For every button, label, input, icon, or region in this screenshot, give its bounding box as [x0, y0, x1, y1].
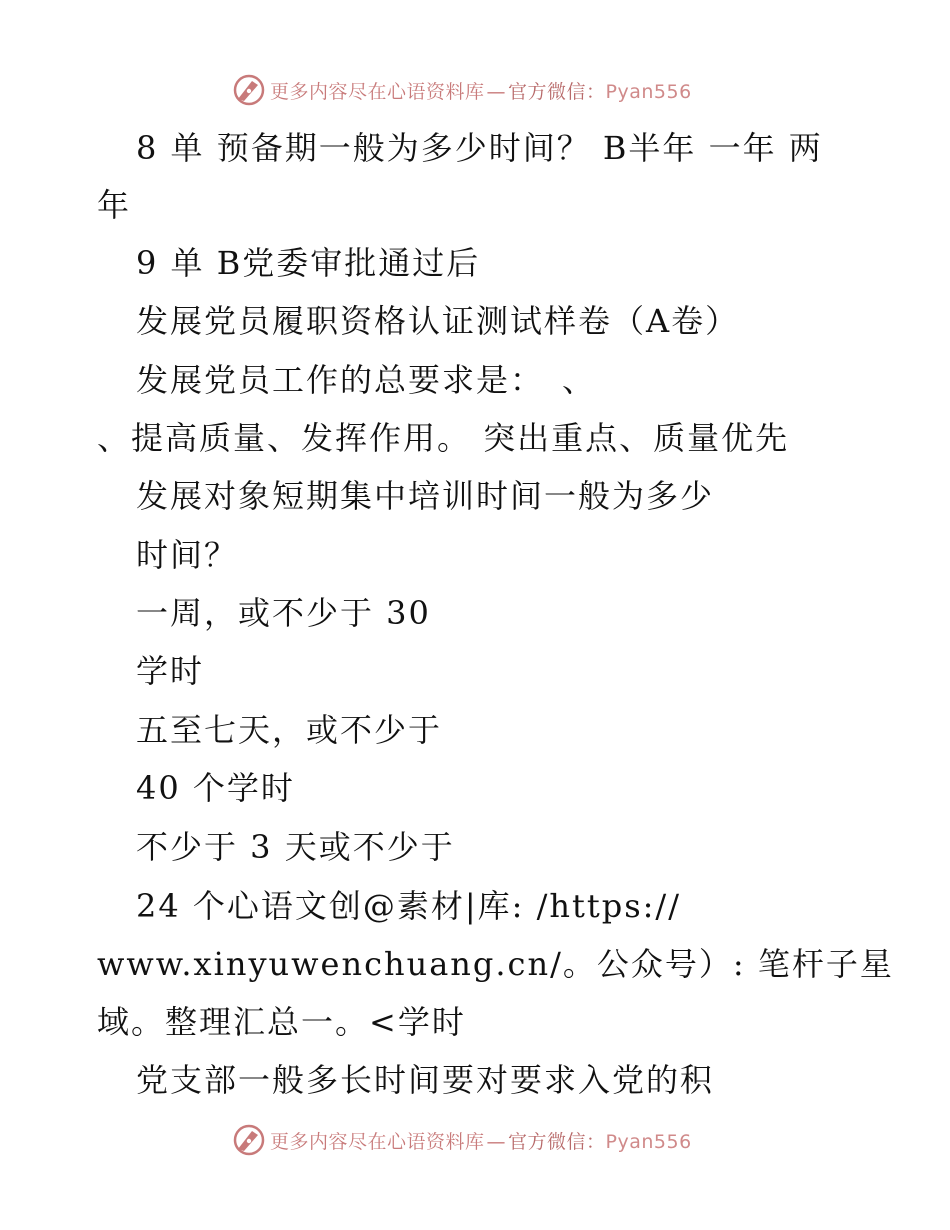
banner-separator: —	[486, 1130, 507, 1153]
wechat-label: 官方微信：	[508, 80, 606, 103]
text-line: 域。整理汇总一。<学时	[97, 1003, 466, 1041]
wechat-label: 官方微信：	[508, 1130, 606, 1153]
text-line: www.xinyuwenchuang.cn/。公众号）: 笔杆子星	[97, 945, 894, 983]
text-line: 学时	[136, 652, 205, 690]
text-line: 党支部一般多长时间要对要求入党的积	[136, 1061, 715, 1099]
pen-nib-logo-icon	[232, 73, 266, 107]
text-line: 发展党员履职资格认证测试样卷（A卷）	[136, 302, 740, 340]
text-line: 不少于 3 天或不少于	[136, 828, 455, 866]
text-line: 发展党员工作的总要求是： 、	[136, 361, 597, 399]
pen-nib-logo-icon	[232, 1123, 266, 1157]
text-line: 24 个心语文创@素材|库: /https://	[136, 887, 681, 925]
text-line: 8 单 预备期一般为多少时间？ B半年 一年 两	[136, 129, 823, 167]
text-line: 40 个学时	[136, 769, 295, 807]
text-line: 五至七天，或不少于	[136, 711, 443, 749]
header-watermark-banner	[0, 70, 950, 110]
banner-separator: —	[486, 80, 507, 103]
wechat-id: Pyan556	[605, 1130, 692, 1153]
banner-title: 更多内容尽在心语资料库	[270, 80, 485, 103]
wechat-id: Pyan556	[605, 80, 692, 103]
text-line: 一周，或不少于 30	[136, 594, 431, 632]
footer-watermark-banner	[0, 1120, 950, 1160]
text-line: 年	[97, 186, 132, 224]
text-line: 、提高质量、发挥作用。 突出重点、质量优先	[97, 419, 790, 457]
text-line: 发展对象短期集中培训时间一般为多少	[136, 477, 715, 515]
text-line: 9 单 B党委审批通过后	[136, 244, 481, 282]
text-line: 时间？	[136, 536, 239, 574]
banner-title: 更多内容尽在心语资料库	[270, 1130, 485, 1153]
